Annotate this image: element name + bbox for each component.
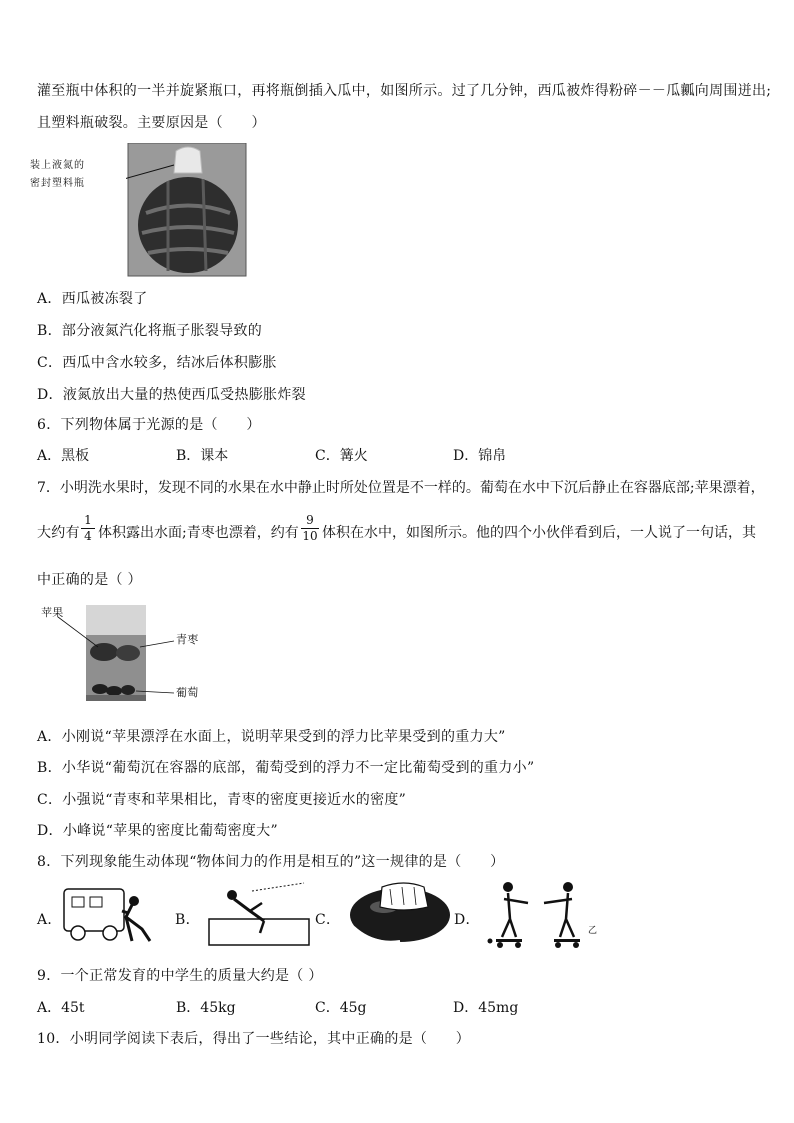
q5-option-c[interactable]: C．西瓜中含水较多，结冰后体积膨胀 (37, 355, 277, 371)
q5-stem-line2: 且塑料瓶破裂。主要原因是（ ） (37, 115, 266, 131)
q6-option-b[interactable]: B．课本 (176, 448, 229, 464)
q6-option-d[interactable]: D．锦帛 (453, 448, 507, 464)
q7-option-d[interactable]: D．小峰说“苹果的密度比葡萄密度大” (37, 823, 278, 839)
q7-stem-line2-c: 体积在水中，如图所示。他的四个小伙伴看到后，一人说了一句话，其 (322, 525, 756, 541)
q9-option-c[interactable]: C．45g (315, 1000, 367, 1016)
q9-option-b[interactable]: B．45kg (176, 1000, 236, 1016)
q7-option-a[interactable]: A．小刚说“苹果漂浮在水面上，说明苹果受到的浮力比苹果受到的重力大” (37, 729, 506, 745)
frac1-denominator: 4 (84, 529, 92, 543)
frac2-denominator: 10 (302, 529, 318, 543)
q8-figure-d-skateboarders[interactable] (484, 879, 600, 949)
frac1-numerator: 1 (84, 513, 92, 527)
q9-option-a[interactable]: A．45t (37, 1000, 85, 1016)
q8-figure-d-label: 乙 (588, 926, 598, 936)
q8-option-a[interactable]: A． (37, 912, 62, 928)
q8-figure-c-hand-balloon[interactable] (344, 881, 454, 947)
q10-stem: 10．小明同学阅读下表后，得出了一些结论，其中正确的是（ ） (37, 1031, 471, 1047)
q7-label-grape: 葡萄 (176, 686, 199, 699)
q8-option-d[interactable]: D． (454, 912, 480, 928)
q7-fraction-1-4 (81, 514, 95, 543)
q8-figure-b-jumper[interactable] (204, 881, 314, 947)
q6-option-a[interactable]: A．黑板 (37, 448, 90, 464)
q8-figure-a-pushing-car[interactable] (62, 883, 156, 947)
q7-option-b[interactable]: B．小华说“葡萄沉在容器的底部，葡萄受到的浮力不一定比葡萄受到的重力小” (37, 760, 535, 776)
q6-option-c[interactable]: C．篝火 (315, 448, 368, 464)
q5-figure-label-1: 装上液氮的 (30, 160, 85, 171)
q7-fraction-9-10 (301, 514, 319, 543)
q5-stem-line1: 灌至瓶中体积的一半并旋紧瓶口，再将瓶倒插入瓜中，如图所示。过了几分钟，西瓜被炸得粉碎－－瓜瓤向周围迸出; (37, 83, 772, 99)
q5-option-d[interactable]: D．液氮放出大量的热使西瓜受热膨胀炸裂 (37, 387, 306, 403)
q5-option-a[interactable]: A．西瓜被冻裂了 (37, 291, 148, 307)
q7-stem-line2-b: 体积露出水面;青枣也漂着，约有 (98, 525, 299, 541)
q5-figure-label-2: 密封塑料瓶 (30, 178, 85, 189)
q8-stem: 8．下列现象能生动体现“物体间力的作用是相互的”这一规律的是（ ） (37, 854, 505, 870)
q9-stem: 9．一个正常发育的中学生的质量大约是（ ） (37, 968, 323, 984)
q7-label-jujube: 青枣 (176, 633, 199, 646)
q5-option-b[interactable]: B．部分液氮汽化将瓶子胀裂导致的 (37, 323, 263, 339)
q7-stem-line1: 7．小明洗水果时，发现不同的水果在水中静止时所处位置是不一样的。葡萄在水中下沉后静止在容器底部;苹果漂着， (37, 480, 765, 496)
q7-label-apple: 苹果 (41, 606, 64, 619)
q9-option-d[interactable]: D．45mg (453, 1000, 519, 1016)
frac2-numerator: 9 (306, 513, 314, 527)
q7-stem-line2-a: 大约有 (37, 525, 80, 541)
q8-option-b[interactable]: B． (175, 912, 200, 928)
q7-option-c[interactable]: C．小强说“青枣和苹果相比，青枣的密度更接近水的密度” (37, 792, 407, 808)
q8-option-c[interactable]: C． (315, 912, 341, 928)
q7-stem-line3: 中正确的是（ ） (37, 572, 142, 588)
q6-stem: 6．下列物体属于光源的是（ ） (37, 417, 261, 433)
